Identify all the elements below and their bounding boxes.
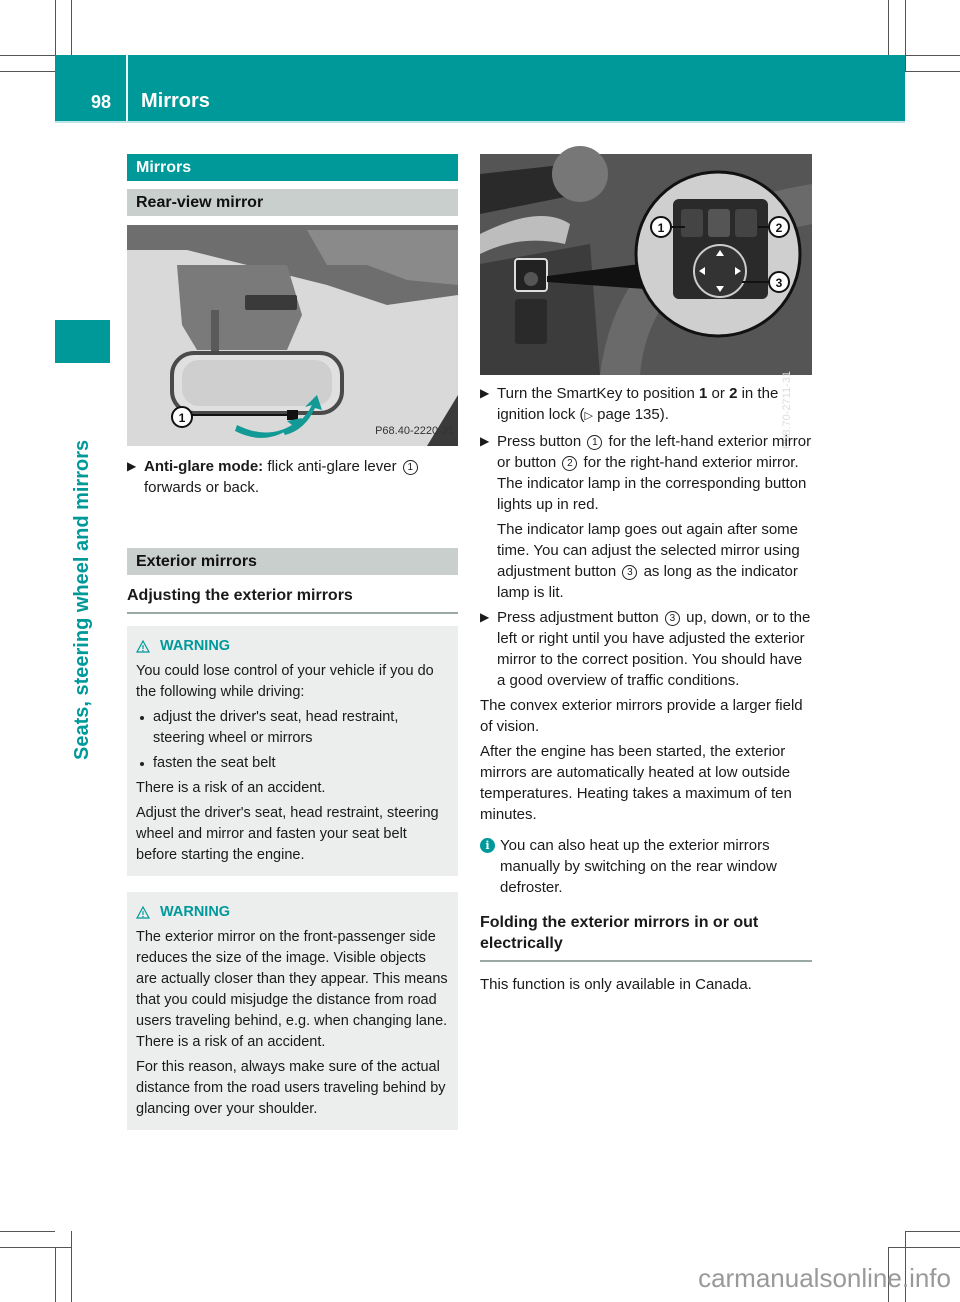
crop-mark xyxy=(0,71,55,72)
info-note xyxy=(480,835,812,898)
callout-number-icon: 3 xyxy=(622,565,637,580)
warning-title xyxy=(136,902,449,923)
callout-number-icon: 1 xyxy=(587,435,602,450)
crop-mark xyxy=(0,1231,55,1232)
subsection-heading-exterior: Exterior mirrors xyxy=(127,548,458,575)
chapter-tab-label: Seats, steering wheel and mirrors xyxy=(71,439,93,760)
watermark: carmanualsonline.info xyxy=(698,1263,951,1293)
step-label: Anti-glare mode: xyxy=(144,458,264,475)
position-value: 2 xyxy=(729,385,738,402)
step-text: The indicator lamp goes out again after some time. You can adjust the selected mirror using adjustment button xyxy=(497,521,800,580)
step-text: in the ignition lock ( xyxy=(497,385,779,423)
callout-number-icon: 3 xyxy=(665,611,680,626)
left-column xyxy=(127,154,458,1130)
step-text: for the right-hand exterior mirror. xyxy=(579,454,799,471)
warning-bullets xyxy=(136,707,449,774)
crop-mark xyxy=(0,1247,71,1248)
step-text: for the left-hand exterior mirror or button xyxy=(497,433,812,471)
step-text: Turn the SmartKey to position xyxy=(497,385,700,402)
chapter-side-tab xyxy=(55,320,110,760)
page-number: 98 xyxy=(90,92,111,112)
step-arrow-icon: ▶ xyxy=(480,610,490,624)
crop-mark xyxy=(55,1247,56,1302)
warning-text: There is a risk of an accident. xyxy=(136,780,326,796)
rear-view-mirror-drawing xyxy=(127,225,458,446)
warning-triangle-icon xyxy=(136,906,150,919)
svg-text:1: 1 xyxy=(657,221,665,235)
crop-mark xyxy=(71,1231,72,1302)
warning-bullet: fasten the seat belt xyxy=(136,753,449,774)
header-divider xyxy=(126,55,128,121)
body-paragraph: The convex exterior mirrors provide a larger field of vision. xyxy=(480,697,803,735)
step-arrow-icon: ▶ xyxy=(480,434,490,448)
warning-title xyxy=(136,636,449,657)
step-text: forwards or back. xyxy=(144,479,260,496)
step-note xyxy=(497,519,812,603)
info-text: You can also heat up the exterior mirrors manually by switching on the rear window defroster. xyxy=(500,837,777,896)
warning-title-text: WARNING xyxy=(160,638,231,654)
crop-mark xyxy=(888,1247,960,1248)
crop-mark xyxy=(905,0,906,71)
svg-text:3: 3 xyxy=(775,276,783,290)
chapter-tab-marker xyxy=(55,320,110,363)
info-icon: i xyxy=(480,838,495,853)
svg-text:1: 1 xyxy=(178,411,186,425)
position-value: 1 xyxy=(699,385,708,402)
warning-text: Adjust the driver's seat, head restraint, steering wheel and mirror and fasten your seat belt before starting the engine. xyxy=(136,805,439,863)
page-ref-icon: ▷ xyxy=(584,410,594,422)
right-column xyxy=(480,154,812,995)
header-underline xyxy=(55,121,905,123)
subsection-heading-rear-view: Rear-view mirror xyxy=(127,189,458,216)
warning-text: You could lose control of your vehicle if you do the following while driving: xyxy=(136,663,434,700)
heading-adjusting: Adjusting the exterior mirrors xyxy=(127,585,458,614)
mirror-switch-drawing xyxy=(480,154,812,375)
warning-triangle-icon xyxy=(136,640,150,653)
heading-folding: Folding the exterior mirrors in or out electrically xyxy=(480,912,812,962)
crop-mark xyxy=(0,55,55,56)
warning-text: The exterior mirror on the front-passenger side reduces the size of the image. Visible objects are actually closer than they appear. This means that you could misjudge the distance from road users traveling behind, e.g. when changing lane. There is a risk of an accident. xyxy=(136,929,448,1050)
callout-number-icon: 2 xyxy=(562,456,577,471)
rear-view-mirror-illustration xyxy=(127,225,458,446)
section-heading-mirrors: Mirrors xyxy=(127,154,458,181)
step-text: Press button xyxy=(497,433,586,450)
body-paragraph: After the engine has been started, the exterior mirrors are automatically heated at low outside temperatures. Heating takes a maximum of ten minutes. xyxy=(480,743,792,823)
instruction-step xyxy=(480,383,812,427)
step-text: flick anti-glare lever xyxy=(263,458,401,475)
callout-number-icon: 1 xyxy=(403,460,418,475)
instruction-step xyxy=(127,456,458,498)
step-text: or xyxy=(707,385,730,402)
page-header xyxy=(55,55,905,121)
warning-box xyxy=(127,892,458,1130)
instruction-step xyxy=(480,607,812,691)
warning-title-text: WARNING xyxy=(160,904,231,920)
step-arrow-icon: ▶ xyxy=(127,459,137,473)
crop-mark xyxy=(905,1231,960,1232)
step-text: as long as the indicator lamp is lit. xyxy=(497,563,798,601)
image-code: P68.40-2220-31 xyxy=(375,425,454,437)
body-paragraph: This function is only available in Canada. xyxy=(480,976,752,993)
instruction-step xyxy=(480,431,812,603)
svg-text:2: 2 xyxy=(775,221,783,235)
warning-box xyxy=(127,626,458,876)
crop-mark xyxy=(905,71,960,72)
crop-mark xyxy=(905,55,960,56)
step-note: The indicator lamp in the corresponding button lights up in red. xyxy=(497,475,807,513)
page-title: Mirrors xyxy=(141,90,210,112)
page-reference-link[interactable]: page 135). xyxy=(593,406,669,423)
crop-mark xyxy=(55,0,56,55)
crop-mark xyxy=(888,0,889,55)
image-code: P88.70-2711-31 xyxy=(781,371,793,450)
step-text: Press adjustment button xyxy=(497,609,663,626)
step-text: up, down, or to the left or right until you have adjusted the exterior mirror to the correct position. You should have a good overview of traffic conditions. xyxy=(497,609,811,689)
warning-text: For this reason, always make sure of the actual distance from the road users traveling behind by glancing over your shoulder. xyxy=(136,1059,446,1117)
step-arrow-icon: ▶ xyxy=(480,386,490,400)
warning-bullet: adjust the driver's seat, head restraint, steering wheel or mirrors xyxy=(136,707,449,749)
crop-mark xyxy=(71,0,72,55)
